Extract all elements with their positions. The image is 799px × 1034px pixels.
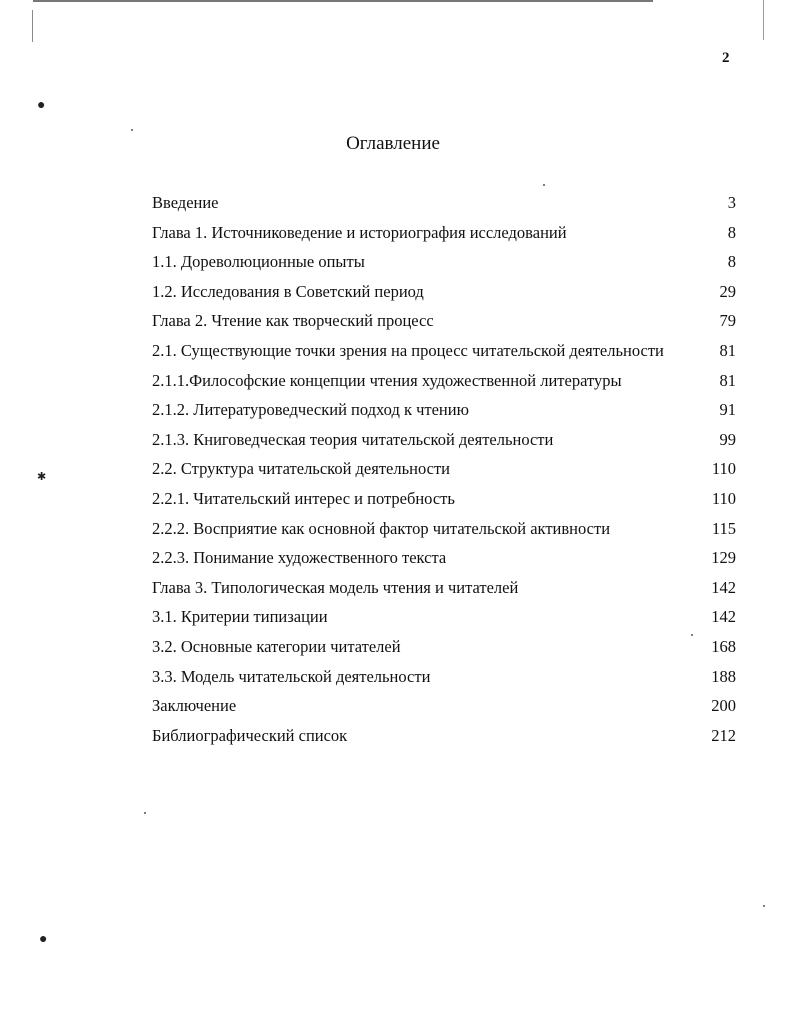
- toc-entry-page: 8: [727, 222, 736, 242]
- toc-entry: [152, 519, 736, 549]
- toc-entry: [152, 282, 736, 312]
- toc-entry-label: 1.2. Исследования в Советский период: [152, 281, 424, 301]
- table-of-contents: [152, 193, 736, 755]
- scan-speck: [131, 129, 133, 131]
- toc-entry-label: 3.1. Критерии типизации: [152, 607, 328, 627]
- toc-entry-page: 142: [711, 607, 736, 627]
- toc-entry-label: 2.2.1. Читательский интерес и потребность: [152, 488, 455, 508]
- toc-entry: [152, 578, 736, 608]
- scan-border-right: [763, 0, 764, 40]
- toc-entry: [152, 726, 736, 756]
- page-title: Оглавление: [346, 133, 440, 154]
- toc-entry-label: 2.2.3. Понимание художественного текста: [152, 548, 447, 568]
- toc-entry-label: 2.1. Существующие точки зрения на процесс читательской деятельности: [152, 340, 664, 360]
- toc-entry-label: 2.2. Структура читательской деятельности: [152, 459, 450, 479]
- toc-entry-page: 29: [719, 281, 736, 301]
- toc-entry-page: 110: [711, 488, 736, 508]
- toc-entry-page: 200: [711, 696, 736, 716]
- toc-entry: [152, 637, 736, 667]
- toc-entry: [152, 667, 736, 697]
- toc-entry-page: 142: [711, 577, 736, 597]
- scan-speck: [763, 905, 765, 907]
- scan-border-top: [33, 0, 653, 2]
- toc-entry: [152, 548, 736, 578]
- toc-entry: [152, 223, 736, 253]
- toc-entry-page: 115: [711, 518, 736, 538]
- scan-border-left: [32, 10, 33, 42]
- toc-entry-page: 81: [719, 340, 736, 360]
- scan-speck: [144, 812, 146, 814]
- toc-entry-label: 1.1. Дореволюционные опыты: [152, 252, 365, 272]
- toc-entry-page: 79: [719, 311, 736, 331]
- toc-entry: [152, 252, 736, 282]
- toc-entry-label: 3.3. Модель читательской деятельности: [152, 666, 431, 686]
- toc-entry-page: 110: [711, 459, 736, 479]
- toc-entry-label: 2.2.2. Восприятие как основной фактор читательской активности: [152, 518, 611, 538]
- toc-entry: [152, 193, 736, 223]
- scan-speck: [543, 184, 545, 186]
- toc-entry-label: Глава 2. Чтение как творческий процесс: [152, 311, 434, 331]
- toc-entry-label: 2.1.1.Философские концепции чтения художественной литературы: [152, 370, 622, 390]
- toc-entry: [152, 400, 736, 430]
- toc-entry-label: Заключение: [152, 696, 237, 716]
- binding-hole-mark: ●: [39, 932, 48, 947]
- toc-entry-page: 8: [727, 252, 736, 272]
- toc-entry-page: 3: [727, 193, 736, 212]
- toc-entry: [152, 489, 736, 519]
- toc-entry-label: Глава 1. Источниковедение и историография исследований: [152, 222, 567, 242]
- toc-entry-page: 188: [711, 666, 736, 686]
- toc-entry-page: 129: [711, 548, 736, 568]
- toc-entry-label: Введение: [152, 193, 219, 212]
- toc-entry-label: Библиографический список: [152, 725, 348, 745]
- toc-entry-label: Глава 3. Типологическая модель чтения и читателей: [152, 577, 519, 597]
- toc-entry: [152, 311, 736, 341]
- toc-entry: [152, 341, 736, 371]
- toc-entry-page: 91: [719, 400, 736, 420]
- toc-entry-page: 168: [711, 636, 736, 656]
- toc-entry: [152, 430, 736, 460]
- page-number: 2: [722, 50, 730, 66]
- toc-entry-label: 2.1.2. Литературоведческий подход к чтению: [152, 400, 469, 420]
- toc-entry-page: 81: [719, 370, 736, 390]
- toc-entry: [152, 371, 736, 401]
- toc-entry-page: 212: [711, 725, 736, 745]
- toc-entry: [152, 696, 736, 726]
- toc-entry: [152, 607, 736, 637]
- toc-entry-page: 99: [719, 429, 736, 449]
- toc-entry-label: 2.1.3. Книговедческая теория читательской деятельности: [152, 429, 554, 449]
- toc-entry-label: 3.2. Основные категории читателей: [152, 636, 401, 656]
- binding-hole-mark: ●: [37, 98, 46, 113]
- binding-hole-mark: ✱: [37, 471, 47, 483]
- toc-entry: [152, 459, 736, 489]
